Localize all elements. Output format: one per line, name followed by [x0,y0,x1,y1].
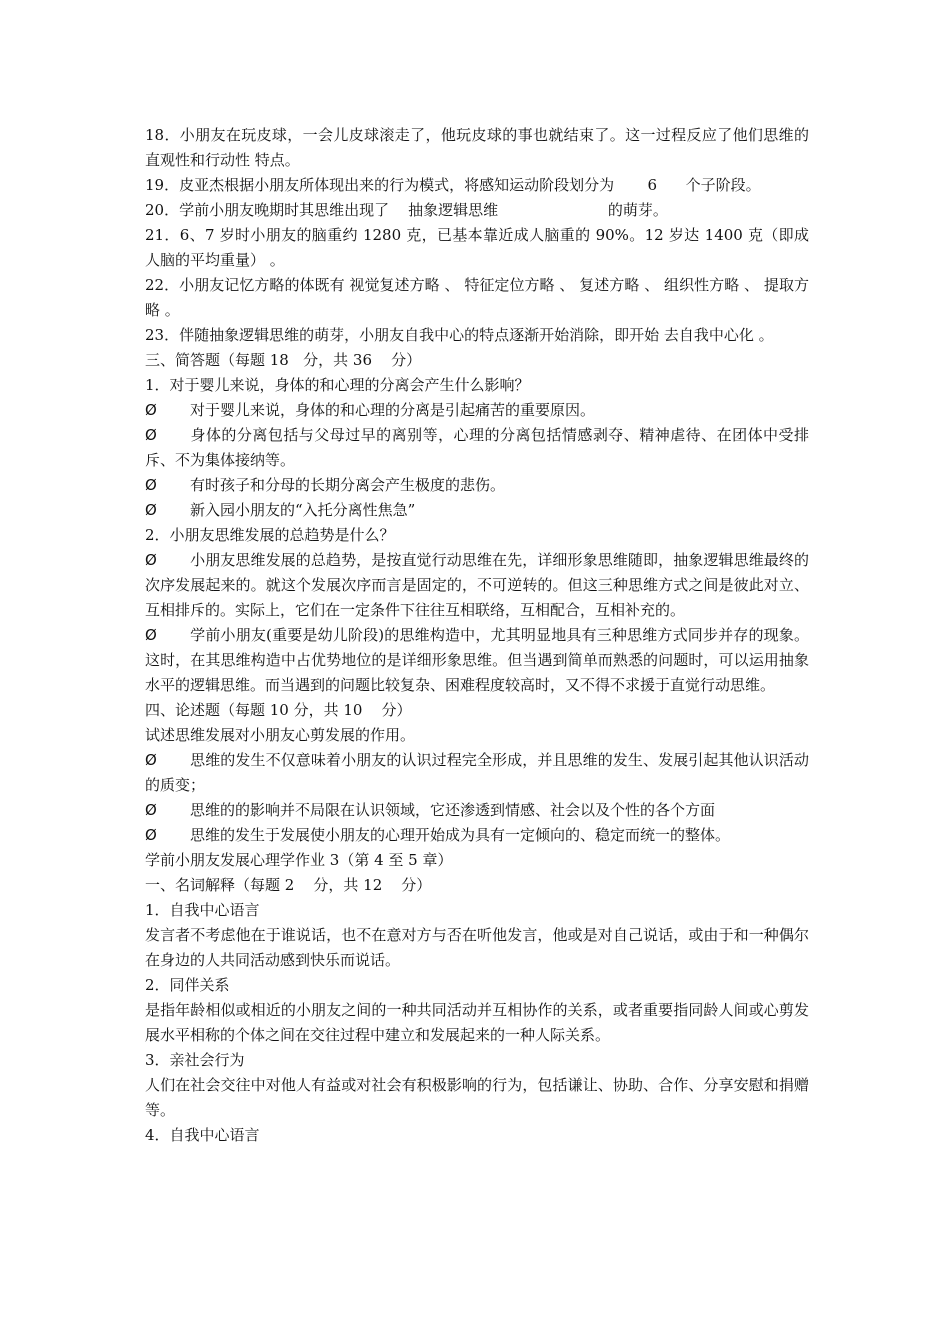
bullet-icon: Ø [145,501,157,519]
s3-q1-bullet-text: 新入园小朋友的“入托分离性焦急” [190,501,416,519]
bullet-icon: Ø [145,401,157,419]
s3-q2-title: 2．小朋友思维发展的总趋势是什么？ [145,526,395,544]
fill-q20: 20．学前小朋友晚期时其思维出现了 抽象逻辑思维 的萌芽。 [145,201,668,219]
s3-q1-bullet [145,398,809,423]
section4-heading: 四、论述题（每题 10 分，共 10 分） [145,701,412,719]
fill-q23: 23．伴随抽象逻辑思维的萌芽，小朋友自我中心的特点逐渐开始消除，即开始 去自我中心化 。 [145,326,774,344]
s4-bullet [145,748,809,798]
s3-q1-bullet [145,423,809,473]
term-definition: 是指年龄相似或相近的小朋友之间的一种共同活动并互相协作的关系，或者重要指同龄人间或心剪发展水平相称的个体之间在交往过程中建立和发展起来的一种人际关系。 [145,1001,809,1044]
bullet-icon: Ø [145,476,157,494]
fill-q19: 19．皮亚杰根据小朋友所体现出来的行为模式，将感知运动阶段划分为 6 个子阶段。 [145,176,761,194]
s3-q2-bullet [145,548,809,623]
fill-q21: 21．6、7 岁时小朋友的脑重约 1280 克，已基本靠近成人脑重的 90%。12 岁达 1400 克（即成人脑的平均重量） 。 [145,226,809,269]
bullet-icon: Ø [145,626,157,644]
document-body [145,123,809,1148]
s3-q1-title: 1．对于婴儿来说，身体的和心理的分离会产生什么影响？ [145,376,530,394]
bullet-icon: Ø [145,426,157,444]
s4-bullet-text: 思维的发生不仅意味着小朋友的认识过程完全形成，并且思维的发生、发展引起其他认识活动的质变； [145,751,809,794]
bullet-icon: Ø [145,751,157,769]
s3-q2-bullet-text: 小朋友思维发展的总趋势，是按直觉行动思维在先，详细形象思维随即，抽象逻辑思维最终的次序发展起来的。就这个发展次序而言是固定的，不可逆转的。但这三种思维方式之间是彼此对立、互相排斥的。实际上，它们在一定条件下往往互相联络，互相配合，互相补充的。 [145,551,809,619]
s3-q1-bullet [145,473,809,498]
term-title: 4．自我中心语言 [145,1126,260,1144]
bullet-icon: Ø [145,551,157,569]
fill-q22: 22．小朋友记忆方略的体既有 视觉复述方略 、 特征定位方略 、 复述方略 、 组织性方略 、 提取方略 。 [145,276,809,319]
s4-bullet-text: 思维的发生于发展使小朋友的心理开始成为具有一定倾向的、稳定而统一的整体。 [190,826,731,844]
section3-heading: 三、简答题（每题 18 分，共 36 分） [145,351,422,369]
s4-bullet-text: 思维的的影响并不局限在认识领域，它还渗透到情感、社会以及个性的各个方面 [190,801,716,819]
s3-q2-bullet-text: 学前小朋友(重要是幼儿阶段)的思维构造中，尤其明显地具有三种思维方式同步并存的现象。这时，在其思维构造中占优势地位的是详细形象思维。但当遇到简单而熟悉的问题时，可以运用抽象水平的逻辑思维。而当遇到的问题比较复杂、困难程度较高时，又不得不求援于直觉行动思维。 [145,626,809,694]
s4-bullet [145,798,809,823]
assignment-title: 学前小朋友发展心理学作业 3（第 4 至 5 章） [145,851,453,869]
assignment-heading: 一、名词解释（每题 2 分，共 12 分） [145,876,432,894]
s4-question: 试述思维发展对小朋友心剪发展的作用。 [145,726,416,744]
s3-q1-bullet-text: 有时孩子和分母的长期分离会产生极度的悲伤。 [190,476,506,494]
term-title: 2．同伴关系 [145,976,230,994]
fill-q18: 18．小朋友在玩皮球，一会儿皮球滚走了，他玩皮球的事也就结束了。这一过程反应了他们思维的 直观性和行动性 特点。 [145,126,809,169]
term-title: 1．自我中心语言 [145,901,260,919]
s3-q1-bullet-text: 对于婴儿来说，身体的和心理的分离是引起痛苦的重要原因。 [190,401,596,419]
bullet-icon: Ø [145,801,157,819]
term-definition: 发言者不考虑他在于谁说话，也不在意对方与否在听他发言，他或是对自己说话，或由于和一种偶尔在身边的人共同活动感到快乐而说话。 [145,926,809,969]
s3-q1-bullet [145,498,809,523]
term-title: 3．亲社会行为 [145,1051,245,1069]
s3-q2-bullet [145,623,809,698]
s4-bullet [145,823,809,848]
s3-q1-bullet-text: 身体的分离包括与父母过早的离别等，心理的分离包括情感剥夺、精神虐待、在团体中受排斥、不为集体接纳等。 [145,426,809,469]
term-definition: 人们在社会交往中对他人有益或对社会有积极影响的行为，包括谦让、协助、合作、分享安慰和捐赠等。 [145,1076,809,1119]
bullet-icon: Ø [145,826,157,844]
